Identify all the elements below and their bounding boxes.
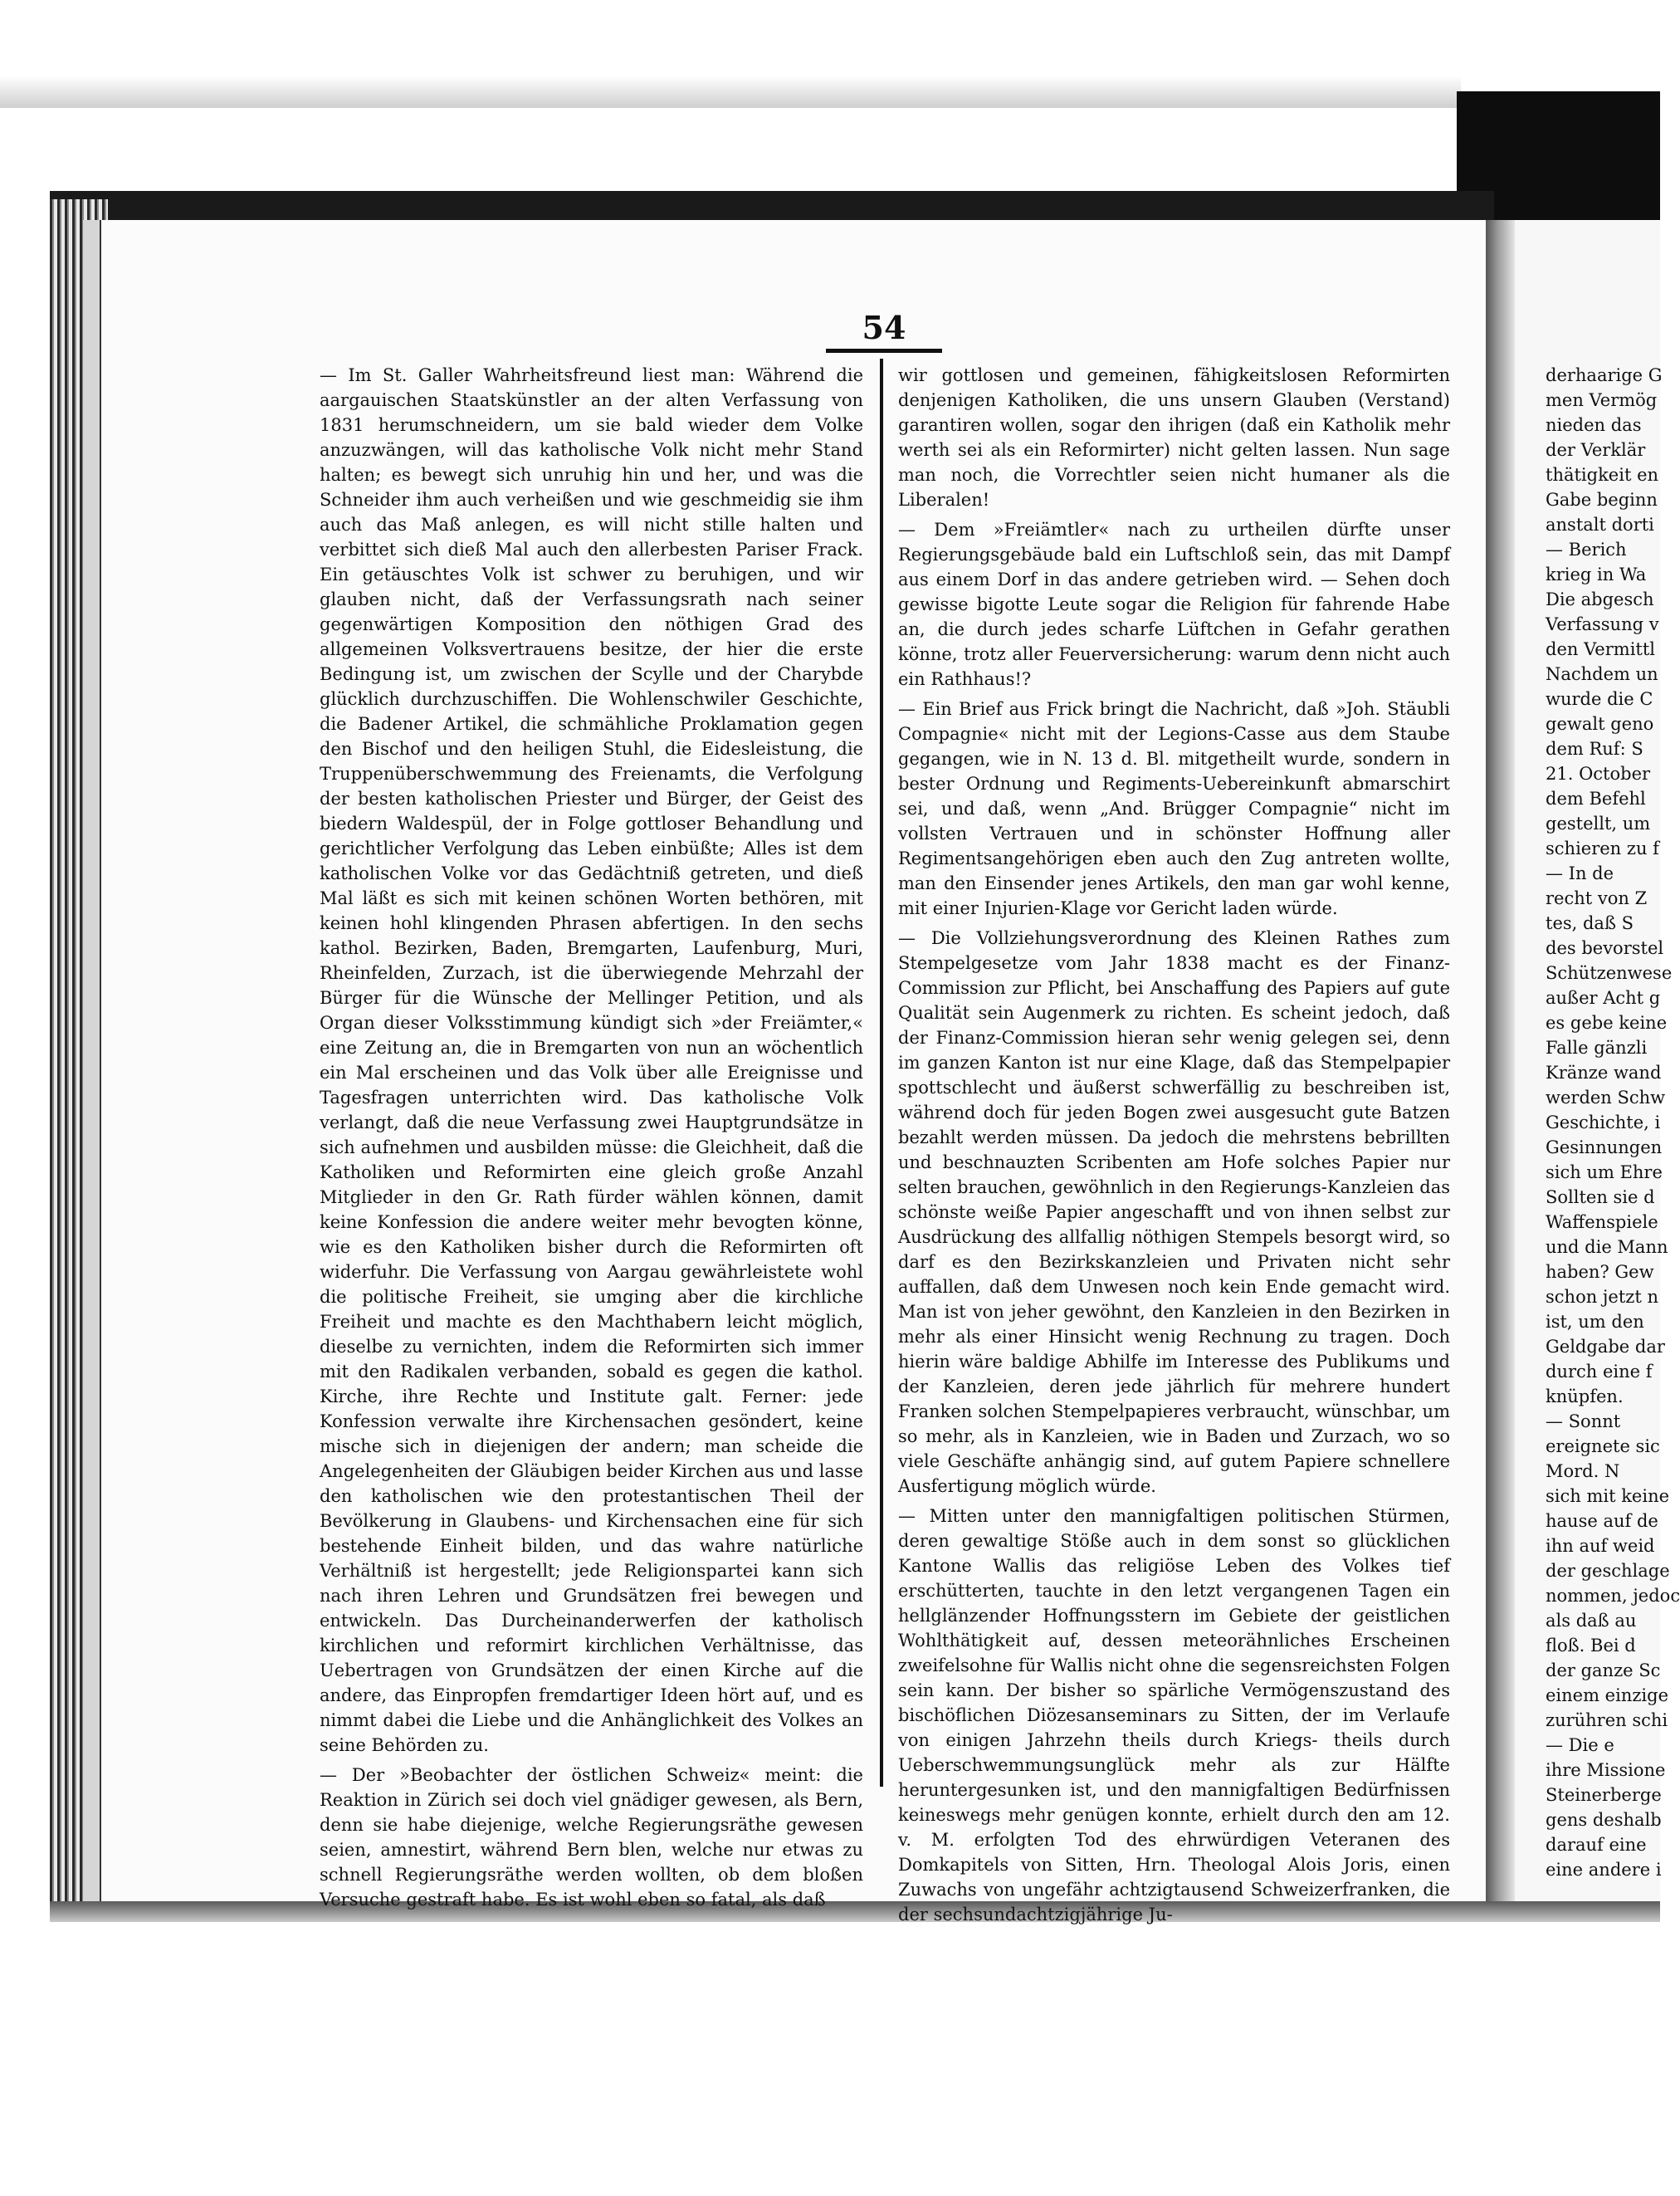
facing-page-line: Verfassung v	[1546, 614, 1659, 634]
facing-page-line: Gabe beginn	[1546, 490, 1658, 510]
facing-page-line: floß. Bei d	[1546, 1636, 1636, 1656]
facing-page-line: thätigkeit en	[1546, 465, 1659, 485]
facing-page-line: ist, um den	[1546, 1312, 1644, 1332]
facing-page-line: nieden das	[1546, 415, 1642, 435]
facing-page-line: als daß au	[1546, 1611, 1637, 1631]
facing-page-line: krieg in Wa	[1546, 565, 1647, 584]
article-stempelgesetz: — Die Vollziehungsverordnung des Kleinen Rathes zum Stempelgesetze vom Jahr 1838 macht es der Finanz-Commission zur Pflicht, bei Anschaffung des Papiers auf gute Qualität sein Augenmerk zu richten. Es scheint jedoch, daß der Finanz-Commission hieran sehr wenig gelegen sei, denn im ganzen Kanton ist nur eine Klage, daß das Stempelpapier spottschlecht und äußerst schwerfällig zu beschreiben ist, während doch für jeden Bogen zwei ausgesucht gute Batzen bezahlt werden müssen. Da jedoch die mehrstens bebrillten und beschnauzten Scribenten am Hofe solches Papier nur selten brauchen, gewöhnlich in den Regierungs-Kanzleien das schönste weiße Papier angeschafft und von ihnen selbst zur Ausdrückung des allfallig nöthigen Stempels besorgt wird, so darf es den Bezirkskanzleien und Privaten nicht sehr auffallen, daß dem Unwesen noch kein Ende gemacht wird. Man ist von jeher gewöhnt, den Kanzleien in den Bezirken in mehr als einer Hinsicht wenig Rechnung zu tragen. Doch hierin wäre baldige Abhilfe im Interesse des Publikums und der Kanzleien, deren jede jährlich für mehrere hundert Franken solchen Stempelpapieres verbraucht, wünschbar, um so mehr, als in Kanzleien, wie in Baden und Zurzach, wo so viele Geschäfte anhängig sind, auf gutem Papiere schnellere Ausfertigung möglich würde.	[898, 928, 1450, 1496]
facing-page-line: ihn auf weid	[1546, 1536, 1655, 1556]
facing-page-line: Kränze wand	[1546, 1063, 1662, 1083]
facing-page-line: recht von Z	[1546, 888, 1648, 908]
facing-page-line: wurde die C	[1546, 689, 1653, 709]
facing-page-line: men Vermög	[1546, 390, 1658, 410]
facing-page-line: — Die e	[1546, 1735, 1614, 1755]
facing-page-line: 21. October	[1546, 764, 1651, 784]
facing-page-line: einem einzige	[1546, 1685, 1669, 1705]
article-beobachter: — Der »Beobachter der östlichen Schweiz« meint: die Reaktion in Zürich sei doch viel gnädiger gewesen, als Bern, denn sie habe diejenige, welche Regierungsräthe gewesen seien, amnestirt, während Bern blen, welche nur etwas zu schnell Regierungsräthe werden wollten, ob dem bloßen Versuche gestraft habe. Es ist wohl eben so fatal, als daß	[320, 1765, 863, 1910]
facing-page-line: gestellt, um	[1546, 814, 1651, 834]
facing-page-line: und die Mann	[1546, 1237, 1668, 1257]
facing-page-line: schon jetzt n	[1546, 1287, 1658, 1307]
facing-page-line: knüpfen.	[1546, 1387, 1624, 1406]
article-freiaemtler: — Dem »Freiämtler« nach zu urtheilen dürfte unser Regierungsgebäude bald ein Luftschloß sein, das mit Dampf aus einem Dorf in das andere getrieben wird. — Sehen doch gewisse bigotte Leute sogar die Religion für fahrende Habe an, die durch jedes scharfe Lüftchen in Gefahr gerathen könne, trotz aller Feuerversicherung: warum denn nicht auch ein Rathhaus!?	[898, 520, 1450, 689]
facing-page-line: Geschichte, i	[1546, 1113, 1661, 1132]
facing-page-line: Schützenwese	[1546, 963, 1673, 983]
facing-page-line: durch eine f	[1546, 1362, 1653, 1382]
facing-page-line: der ganze Sc	[1546, 1660, 1661, 1680]
facing-page-line: tes, daß S	[1546, 913, 1634, 933]
facing-page-line: der geschlage	[1546, 1561, 1670, 1581]
facing-page-line: Gesinnungen	[1546, 1137, 1663, 1157]
facing-page-line: ereignete sic	[1546, 1436, 1660, 1456]
facing-page-line: hause auf de	[1546, 1511, 1658, 1531]
facing-page-line: sich mit keine	[1546, 1486, 1670, 1506]
facing-page-line: der Verklär	[1546, 440, 1646, 460]
facing-page-line: gens deshalb	[1546, 1810, 1662, 1830]
facing-page-line: eine andere i	[1546, 1860, 1662, 1880]
facing-page-line: den Vermittl	[1546, 639, 1655, 659]
facing-page-line: — Berich	[1546, 540, 1627, 560]
facing-page-line: es gebe keine	[1546, 1013, 1668, 1033]
scan-background-top	[0, 0, 1461, 108]
facing-page-line: Geldgabe dar	[1546, 1337, 1665, 1357]
page-number: 54	[862, 309, 906, 346]
facing-page-column-fragments	[1546, 363, 1680, 1880]
facing-page-line: Nachdem un	[1546, 664, 1658, 684]
article-frick: — Ein Brief aus Frick bringt die Nachricht, daß »Joh. Stäubli Compagnie« nicht mit der Legions-Casse aus dem Staube gegangen, wie in N. 13 d. Bl. mitgetheilt wurde, sondern in bester Ordnung und Regiments-Uebereinkunft abmarschirt sei, und daß, wenn „And. Brügger Compagnie“ nicht im vollsten Vertrauen und in schönster Hoffnung aller Regimentsangehörigen eben auch den Zug antreten wollte, man den Einsender jenes Artikels, den man gar wohl kenne, mit einer Injurien-Klage vor Gericht laden würde.	[898, 699, 1450, 918]
facing-page-line: Steinerberge	[1546, 1785, 1662, 1805]
column-divider	[880, 359, 883, 1787]
facing-page-line: schieren zu f	[1546, 839, 1659, 858]
facing-page-line: Die abgesch	[1546, 589, 1654, 609]
facing-page-line: sich um Ehre	[1546, 1162, 1663, 1182]
facing-page-line: derhaarige G	[1546, 365, 1663, 385]
facing-page-line: — Sonnt	[1546, 1411, 1621, 1431]
article-continuation: wir gottlosen und gemeinen, fähigkeitslosen Reformirten denjenigen Katholiken, die uns unsern Glauben (Verstand) garantiren wollen, sogar den ihrigen (daß ein Katholik mehr werth sei als ein Reformirter) nicht gelten lassen. Nun sage man noch, die Vorrechtler seien nicht humaner als die Liberalen!	[898, 365, 1450, 510]
book-gutter	[1486, 220, 1515, 1905]
facing-page-line: dem Ruf: S	[1546, 739, 1643, 759]
facing-page-line: gewalt geno	[1546, 714, 1654, 734]
facing-page-line: außer Acht g	[1546, 988, 1661, 1008]
page-number-rule	[826, 349, 942, 353]
facing-page-line: dem Befehl	[1546, 789, 1646, 809]
facing-page-line: Mord. N	[1546, 1461, 1620, 1481]
facing-page-line: ihre Missione	[1546, 1760, 1666, 1780]
facing-page-line: Falle gänzli	[1546, 1038, 1648, 1058]
facing-page-line: anstalt dorti	[1546, 515, 1654, 535]
article-st-galler: — Im St. Galler Wahrheitsfreund liest man: Während die aargauischen Staatskünstler an der alten Verfassung von 1831 herumschneidern, um sie bald wieder dem Volke anzuzwängen, will das katholische Volk nicht mehr Stand halten; es bewegt sich unruhig hin und her, und was die Schneider ihm auch verheißen und wie geschmeidig sie ihm auch das Maß anlegen, es will nicht stille halten und verbittet sich dieß Mal auch den allerbesten Pariser Frack. Ein getäuschtes Volk ist schwer zu beruhigen, und wir glauben nicht, daß der Verfassungsrath nach seiner gegenwärtigen Komposition den nöthigen Grad des allgemeinen Volksvertrauens besitze, der hier die erste Bedingung ist, um zwischen der Scylle und der Charybde glücklich durchzuschiffen. Die Wohlenschwiler Geschichte, die Badener Artikel, die schmähliche Proklamation gegen den Bischof und den heiligen Stuhl, die Eidesleistung, die Truppenüberschwemmung des Freienamts, die Verfolgung der besten katholischen Priester und Bürger, der Geist des biedern Waldespül, der in Folge gottloser Behandlung und gerichtlicher Verfolgung das Leben einbüßte; Alles ist dem katholischen Volke vor das Gedächtniß getreten, und dieß Mal läßt es sich mit keinen schönen Worten bethören, mit keinen hohl klingenden Phrasen abfertigen. In den sechs kathol. Bezirken, Baden, Bremgarten, Laufenburg, Muri, Rheinfelden, Zurzach, ist die überwiegende Mehrzahl der Bürger für die Wünsche der Mellinger Petition, und als Organ dieser Volksstimmung kündigt sich »der Freiämter,« eine Zeitung an, die in Bremgarten von nun an wöchentlich ein Mal erscheinen und das Volk über alle Ereignisse und Tagesfragen unterrichten wird. Das katholische Volk verlangt, daß die neue Verfassung zwei Hauptgrundsätze in sich aufnehmen und ausbilden müsse: die Gleichheit, daß die Katholiken und Reformirten eine gleich große Anzahl Mitglieder in den Gr. Rath fürder wählen können, damit keine Konfession die andere weiter mehr bevogten könne, wie es den Katholiken bisher durch die Reformirten oft widerfuhr. Die Verfassung von Aargau gewährleistete wohl die politische Freiheit, sie umging aber die kirchliche Freiheit und machte es den Machthabern leicht möglich, dieselbe zu vernichten, indem die Reformirten sich immer mit den Radikalen verbanden, sobald es gegen die kathol. Kirche, ihre Rechte und Institute galt. Ferner: jede Konfession verwalte ihre Kirchensachen gesöndert, keine mische sich in diejenigen der andern; man scheide die Angelegenheiten der Gläubigen beider Kirchen aus und lasse den katholischen wie den protestantischen Theil der Bevölkerung in Glaubens- und Kirchensachen eine für sich bestehende Einheit bilden, und das wahre natürliche Verhältniß ist hergestellt; jede Religionspartei kann sich nach ihren Lehren und Grundsätzen frei bewegen und entwickeln. Das Durcheinanderwerfen der katholisch kirchlichen und reformirt kirchlichen Verhältnisse, das Uebertragen von Grundsätzen der einen Kirche auf die andere, das Einpropfen fremdartiger Ideen hört auf, und es nimmt dabei die Liebe und die Anhänglichkeit des Volkes an seine Behörden zu.	[320, 365, 863, 1755]
facing-page-line: Waffenspiele	[1546, 1212, 1658, 1232]
book-binding-top	[50, 191, 1494, 224]
facing-page-line: des bevorstel	[1546, 938, 1664, 958]
article-wallis: — Mitten unter den mannigfaltigen politischen Stürmen, deren gewaltige Stöße auch in dem sonst so glücklichen Kantone Wallis das religiöse Leben des Volkes tief erschütterten, tauchte in den letzt vergangenen Tagen ein hellglänzender Hoffnungsstern im Gebiete der geistlichen Wohlthätigkeit auf, dessen meteorähnliches Erscheinen zweifelsohne für Wallis nicht ohne die segensreichsten Folgen sein kann. Der bisher so spärliche Vermögenszustand des bischöflichen Diözesanseminars zu Sitten, der im Verlaufe von einigen Jahrzehn theils durch Kriegs- theils durch Ueberschwemmungsunglück mehr als zur Hälfte heruntergesunken ist, und den mannigfaltigen Bedürfnissen keineswegs mehr genügen konnte, erhielt durch den am 12. v. M. erfolgten Tod des ehrwürdigen Veteranen des Domkapitels von Sitten, Hrn. Theologal Alois Joris, einen Zuwachs von ungefähr achtzigtausend Schweizerfranken, die der sechsundachtzigjährige Ju-	[898, 1506, 1450, 1925]
facing-page-line: zurühren schi	[1546, 1710, 1668, 1730]
facing-page-line: Sollten sie d	[1546, 1187, 1655, 1207]
facing-page-line: nommen, jedoc	[1546, 1586, 1680, 1606]
middle-column	[898, 363, 1450, 1932]
facing-page-line: darauf eine	[1546, 1835, 1647, 1855]
left-column	[320, 363, 863, 1917]
facing-page-line: — In de	[1546, 863, 1614, 883]
facing-page-line: haben? Gew	[1546, 1262, 1654, 1282]
facing-page-line: werden Schw	[1546, 1088, 1666, 1108]
